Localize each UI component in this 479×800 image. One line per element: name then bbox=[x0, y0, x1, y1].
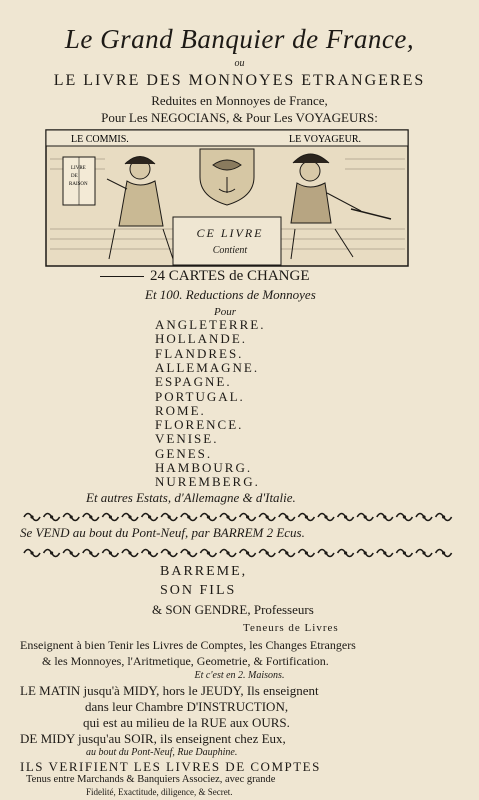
matin-line: LE MATIN jusqu'à MIDY, hors le JEUDY, Ils enseignent bbox=[20, 683, 319, 698]
tenus-line: Tenus entre Marchands & Banquiers Associez, avec grande bbox=[26, 774, 276, 785]
ornament-dot bbox=[383, 515, 386, 518]
ornament-dot bbox=[305, 551, 308, 554]
ornament-dot bbox=[187, 551, 190, 554]
country-item: ANGLETERRE. bbox=[155, 317, 266, 332]
barreme-line: BARREME, bbox=[160, 564, 248, 579]
livre-de-raison-book bbox=[63, 157, 95, 205]
enseignent-line-1: Enseignent à bien Tenir les Livres de Comptes, les Changes Etrangers bbox=[20, 638, 356, 652]
ornament-dot bbox=[383, 551, 386, 554]
ornament-dot bbox=[128, 551, 131, 554]
ornament-band-bottom bbox=[20, 546, 456, 560]
ornament-dot bbox=[109, 515, 112, 518]
subtitle: LE LIVRE DES MONNOYES ETRANGERES bbox=[53, 72, 426, 89]
ornament-dot bbox=[89, 515, 92, 518]
ornament-dot bbox=[207, 551, 210, 554]
rue-aux-ours-line: qui est au milieu de la RUE aux OURS. bbox=[83, 715, 290, 730]
autres-line: Et autres Estats, d'Allemagne & d'Italie. bbox=[86, 490, 296, 505]
ornament-dot bbox=[168, 515, 171, 518]
ornament-band-top bbox=[20, 510, 456, 524]
ornament-dot bbox=[422, 551, 425, 554]
ornament-dot bbox=[403, 515, 406, 518]
cartes-text: 24 CARTES de CHANGE bbox=[150, 268, 310, 284]
contient-box bbox=[175, 222, 285, 262]
ornament-dot bbox=[344, 515, 347, 518]
ornament-dot bbox=[305, 515, 308, 518]
de-midy-line: DE MIDY jusqu'au SOIR, ils enseignent chez Eux, bbox=[20, 731, 286, 746]
main-title: Le Grand Banquier de France, bbox=[64, 24, 415, 54]
ornament-dot bbox=[442, 551, 445, 554]
chambre-line: dans leur Chambre D'INSTRUCTION, bbox=[85, 699, 289, 714]
ornament-dot bbox=[30, 551, 33, 554]
ornament-dot bbox=[89, 551, 92, 554]
ornament-dot bbox=[109, 551, 112, 554]
reductions-line: Et 100. Reductions de Monnoyes bbox=[145, 287, 316, 302]
country-item: ESPAGNE. bbox=[155, 374, 232, 390]
teneurs-line: Teneurs de Livres bbox=[243, 622, 339, 634]
cartes-rule bbox=[100, 276, 144, 277]
ornament-dot bbox=[30, 515, 33, 518]
country-item: HOLLANDE. bbox=[155, 331, 248, 347]
country-item: GENES. bbox=[155, 445, 213, 461]
book-word-3: RAISON bbox=[69, 182, 88, 187]
book-word-1: LIVRE bbox=[71, 166, 86, 171]
ornament-dot bbox=[168, 551, 171, 554]
fidelite-visible: Fidelité, Exactitude, diligence, & Secret. bbox=[86, 787, 233, 797]
book-word-2: DE bbox=[71, 174, 78, 179]
ornament-dot bbox=[324, 551, 327, 554]
rue-dauphine-line: au bout du Pont-Neuf, Rue Dauphine. bbox=[86, 747, 238, 758]
country-item: ALLEMAGNE. bbox=[155, 359, 260, 375]
ornament-dot bbox=[226, 515, 229, 518]
ce-livre-label: CE LIVRE bbox=[196, 226, 264, 240]
ornament-dot bbox=[266, 551, 269, 554]
ornament-dot bbox=[148, 551, 151, 554]
ornament-dot bbox=[50, 515, 53, 518]
ornament-dot bbox=[226, 551, 229, 554]
ornament-dot bbox=[207, 515, 210, 518]
ornament-dot bbox=[266, 515, 269, 518]
country-item: FLORENCE. bbox=[155, 417, 244, 433]
ornament-dot bbox=[70, 551, 73, 554]
ornament-dot bbox=[70, 515, 73, 518]
son-fils-line: SON FILS bbox=[160, 583, 237, 598]
country-item: HAMBOURG. bbox=[155, 460, 253, 475]
ornament-dot bbox=[344, 551, 347, 554]
verifient-line: ILS VERIFIENT LES LIVRES DE COMPTES bbox=[20, 759, 321, 774]
ornament-dot bbox=[442, 515, 445, 518]
ornament-dot bbox=[246, 551, 249, 554]
ornament-dot bbox=[285, 551, 288, 554]
engraving-label-left: LE COMMIS. bbox=[71, 134, 129, 145]
country-item: ROME. bbox=[155, 402, 206, 418]
country-item: FLANDRES. bbox=[155, 345, 244, 361]
ornament-dot bbox=[50, 551, 53, 554]
contient-label: Contient bbox=[212, 245, 248, 256]
reduites-line: Reduites en Monnoyes de France, bbox=[151, 93, 328, 108]
pour-label: Pour bbox=[214, 306, 236, 318]
ornament-dot bbox=[285, 515, 288, 518]
ornament-dot bbox=[148, 515, 151, 518]
ornament-dot bbox=[246, 515, 249, 518]
maisons-line: Et c'est en 2. Maisons. bbox=[194, 670, 285, 681]
enseignent-line-2: & les Monnoyes, l'Aritmetique, Geometrie, & Fortification. bbox=[42, 654, 329, 668]
ornament-dot bbox=[364, 551, 367, 554]
ornament-dot bbox=[403, 551, 406, 554]
ornament-dot bbox=[128, 515, 131, 518]
gendre-line: & SON GENDRE, Professeurs bbox=[152, 602, 314, 617]
audience-line: Pour Les NEGOCIANS, & Pour Les VOYAGEURS: bbox=[101, 110, 378, 125]
engraving-label-right: LE VOYAGEUR. bbox=[289, 134, 362, 145]
country-item: NUREMBERG. bbox=[155, 474, 260, 490]
ornament-dot bbox=[422, 515, 425, 518]
ornament-dot bbox=[324, 515, 327, 518]
se-vend-line: Se VEND au bout du Pont-Neuf, par BARREM 2 Ecus. bbox=[20, 525, 305, 540]
ornament-dot bbox=[364, 515, 367, 518]
ornament-dot bbox=[187, 515, 190, 518]
ou-connector: ou bbox=[234, 58, 245, 69]
cartes-line bbox=[100, 268, 479, 285]
country-item: VENISE. bbox=[155, 431, 219, 447]
country-item: PORTUGAL. bbox=[155, 388, 245, 404]
